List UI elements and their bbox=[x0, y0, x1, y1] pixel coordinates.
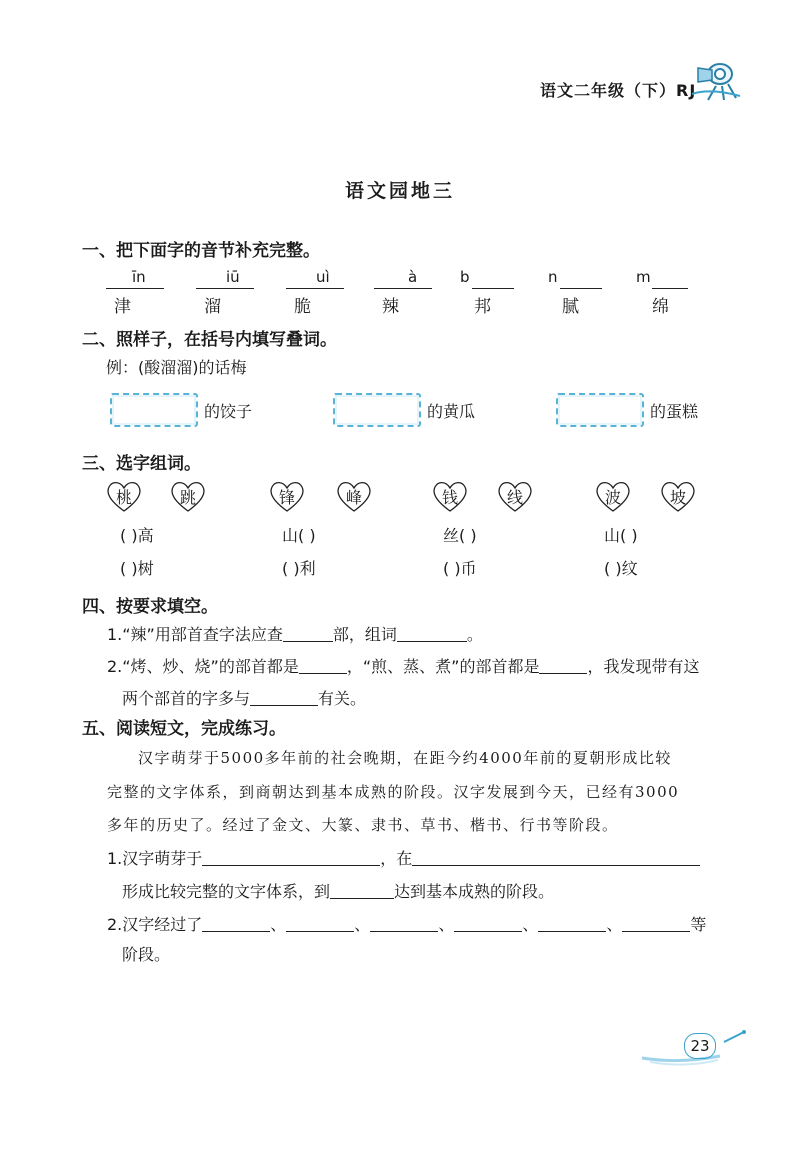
phrase-label: 的蛋糕 bbox=[650, 402, 699, 421]
fill-blank[interactable] bbox=[250, 689, 318, 706]
question-5-2: 2.汉字经过了 、 、 、 、 、 等 bbox=[107, 915, 707, 934]
answer-box[interactable] bbox=[556, 393, 644, 427]
question-4-2: 2.“烤、炒、烧”的部首都是 ，“煎、蒸、煮”的部首都是 ，我发现带有这 bbox=[107, 657, 700, 676]
fill-blank[interactable] bbox=[539, 657, 587, 674]
fill-blank[interactable] bbox=[370, 915, 438, 932]
heart-char: 坡 bbox=[660, 479, 696, 513]
section1-title: 一、把下面字的音节补充完整。 bbox=[82, 241, 320, 261]
word-blank[interactable]: ( )纹 bbox=[604, 559, 638, 578]
pinyin-item: m 绵 bbox=[636, 270, 706, 314]
pinyin-item: à 辣 bbox=[374, 270, 444, 314]
heart-char: 线 bbox=[497, 479, 533, 513]
question-4-1: 1.“辣”用部首查字法应查 部，组词 。 bbox=[107, 625, 483, 644]
word-blank[interactable]: 山( ) bbox=[604, 526, 638, 545]
fill-blank[interactable] bbox=[286, 915, 354, 932]
pinyin-item: b 邦 bbox=[460, 270, 530, 314]
phrase-label: 的饺子 bbox=[204, 402, 253, 421]
fill-blank[interactable] bbox=[454, 915, 522, 932]
fill-blank[interactable] bbox=[299, 657, 347, 674]
word-blank[interactable]: ( )树 bbox=[120, 559, 154, 578]
fill-blank[interactable] bbox=[202, 915, 270, 932]
answer-box[interactable] bbox=[333, 393, 421, 427]
passage-line: 完整的文字体系，到商朝达到基本成熟的阶段。汉字发展到今天，已经有3000 bbox=[107, 783, 680, 801]
word-blank[interactable]: ( )利 bbox=[282, 559, 316, 578]
heart-char: 峰 bbox=[336, 479, 372, 513]
fill-blank[interactable] bbox=[622, 915, 690, 932]
heart-char: 钱 bbox=[432, 479, 468, 513]
word-blank[interactable]: ( )高 bbox=[120, 526, 154, 545]
question-5-2-cont: 阶段。 bbox=[122, 945, 171, 964]
pinyin-item: īn 津 bbox=[106, 270, 176, 314]
heart-char: 波 bbox=[595, 479, 631, 513]
section4-title: 四、按要求填空。 bbox=[82, 597, 218, 617]
heart-char: 桃 bbox=[106, 479, 142, 513]
fill-blank[interactable] bbox=[538, 915, 606, 932]
section3-title: 三、选字组词。 bbox=[82, 454, 201, 474]
phrase-label: 的黄瓜 bbox=[427, 402, 476, 421]
header-title: 语文二年级（下）RJ bbox=[540, 81, 697, 100]
word-blank[interactable]: 山( ) bbox=[282, 526, 316, 545]
question-5-1-cont: 形成比较完整的文字体系，到 达到基本成熟的阶段。 bbox=[122, 882, 555, 901]
pinyin-item: n 腻 bbox=[548, 270, 618, 314]
question-4-2-cont: 两个部首的字多与 有关。 bbox=[122, 689, 367, 708]
question-5-1: 1.汉字萌芽于 ，在 bbox=[107, 846, 700, 869]
page-number: 23 bbox=[684, 1033, 716, 1059]
fill-blank[interactable] bbox=[283, 625, 333, 642]
heart-char: 锋 bbox=[269, 479, 305, 513]
pinyin-item: iū 溜 bbox=[196, 270, 266, 314]
fill-blank[interactable] bbox=[412, 849, 700, 866]
fill-blank[interactable] bbox=[397, 625, 467, 642]
example-text: 例：(酸溜溜)的话梅 bbox=[106, 358, 247, 377]
word-blank[interactable]: 丝( ) bbox=[443, 526, 477, 545]
page-title: 语文园地三 bbox=[344, 180, 455, 202]
fill-blank[interactable] bbox=[330, 882, 394, 899]
answer-box[interactable] bbox=[110, 393, 198, 427]
passage-line: 多年的历史了。经过了金文、大篆、隶书、草书、楷书、行书等阶段。 bbox=[107, 816, 619, 834]
heart-char: 跳 bbox=[170, 479, 206, 513]
section2-title: 二、照样子，在括号内填写叠词。 bbox=[82, 330, 337, 350]
fill-blank[interactable] bbox=[202, 849, 380, 866]
telescope-icon bbox=[690, 58, 742, 102]
word-blank[interactable]: ( )币 bbox=[443, 559, 477, 578]
pinyin-item: uì 脆 bbox=[286, 270, 356, 314]
section5-title: 五、阅读短文，完成练习。 bbox=[82, 719, 286, 739]
passage-line: 汉字萌芽于5000多年前的社会晚期，在距今约4000年前的夏朝形成比较 bbox=[138, 749, 672, 767]
